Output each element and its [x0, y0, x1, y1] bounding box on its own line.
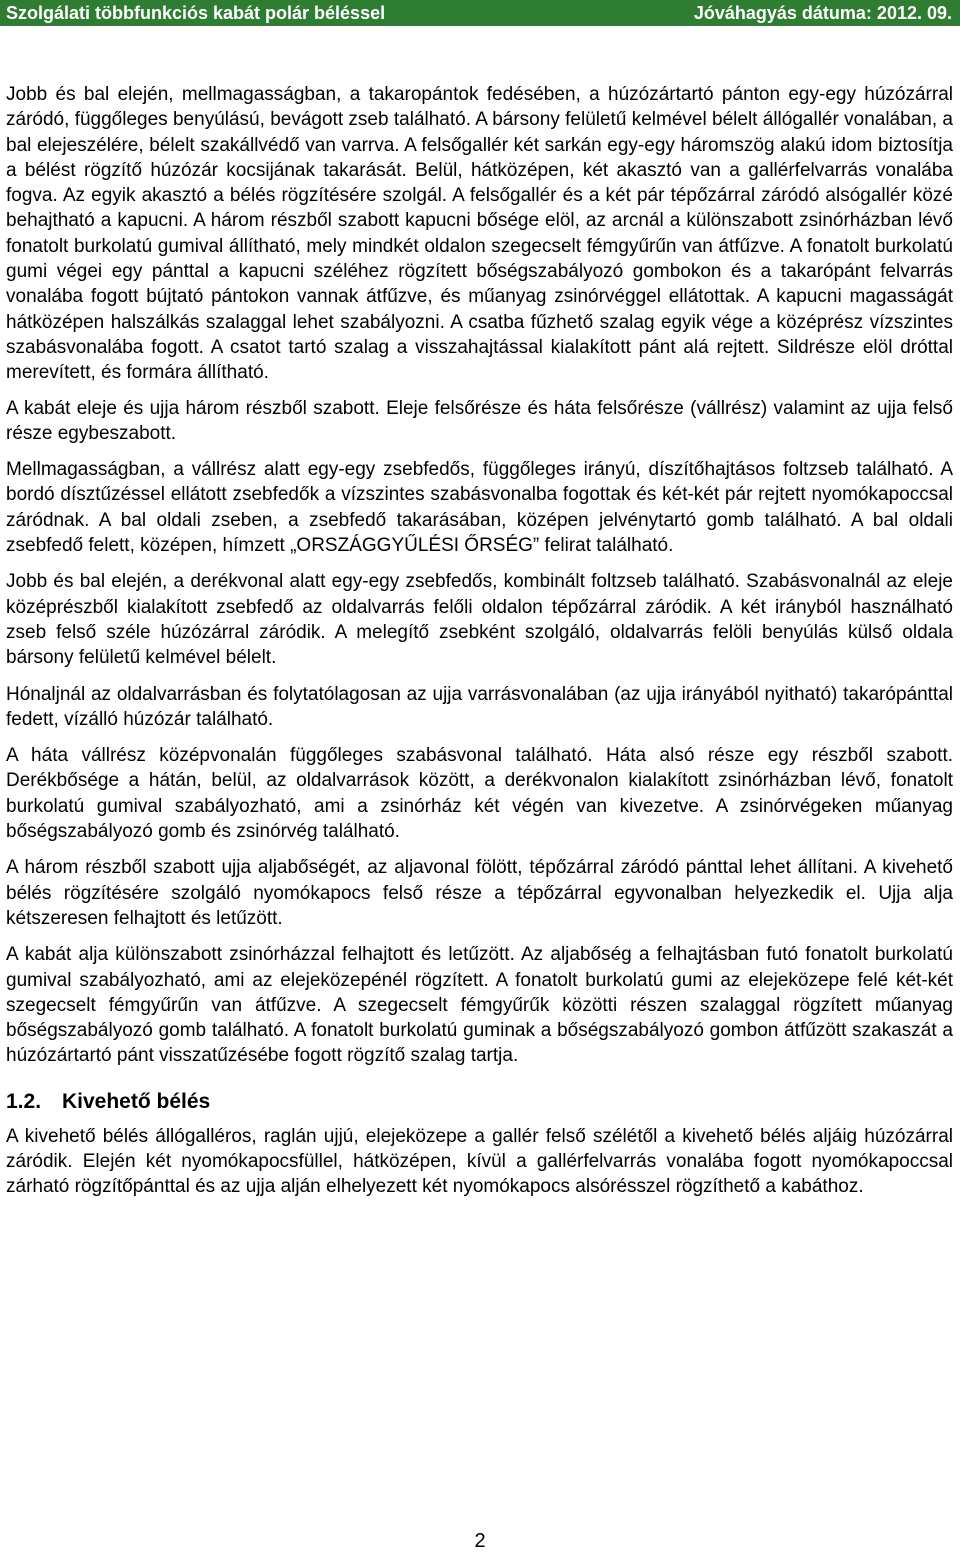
document-title: Szolgálati többfunkciós kabát polár béléssel: [6, 3, 386, 23]
section-number: 1.2.: [6, 1089, 42, 1113]
paragraph-back: A háta vállrész középvonalán függőleges szabásvonal található. Háta alsó része egy részből szabott. Derékbősége a hátán, belül, az oldalvarrások között, a derékvonalon kialakított zsinórházban lévő, fonatolt burkolatú gumival szabályozható, ami a zsinórház két végén van kivezetve. A zsinórvégeken műanyag bőségszabályozó gomb és zsinórvég található.: [6, 745, 953, 843]
paragraph-front-sleeve: A kabát eleje és ujja három részből szabott. Eleje felsőrésze és háta felsőrésze (vállrész) valamint az ujja felső része egybeszabott.: [6, 397, 953, 444]
paragraph-sleeve-hem: A három részből szabott ujja aljabőségét, az aljavonal fölött, tépőzárral záródó pánttal lehet állítani. A kivehető bélés rögzítésére szolgáló nyomókapocs felső része a tépőzárral egyvonalban helyezkedik el. Ujja alja kétszeresen felhajtott és letűzött.: [6, 857, 953, 929]
approval-date: Jóváhagyás dátuma: 2012. 09.: [693, 3, 952, 23]
page-number: 2: [474, 1530, 486, 1552]
paragraph-coat-hem: A kabát alja különszabott zsinórházzal felhajtott és letűzött. Az aljabőség a felhajtásban futó fonatolt burkolatú gumival szabályozható, ami az elejeközepénél rögzített. A fonatolt burkolatú gumi az elejeközepe felé két-két szegecselt fémgyűrűn van átfűzve. A szegecselt fémgyűrűk közötti részen szalaggal rögzített műanyag bőségszabályozó gomb található. A fonatolt burkolatú guminak a bőségszabályozó gombon átfűzött szakaszát a húzózártartó pánt visszatűzésébe fogott rögzítő szalag tartja.: [6, 944, 953, 1067]
document-header: [0, 0, 960, 26]
paragraph-underarm-zipper: Hónaljnál az oldalvarrásban és folytatólagosan az ujja varrásvonalában (az ujja irányából nyitható) takarópánttal fedett, vízálló húzózár található.: [6, 683, 953, 730]
paragraph-collar-pockets: Jobb és bal elején, mellmagasságban, a takaropántok fedésében, a húzózártartó pánton egy-egy húzózárral záródó, függőleges benyúlású, bevágott zseb található. A bársony felületű kelmével bélelt állógallér vonalában, a bal elejeszélére, bélelt szakállvédő van varrva. A felsőgallér két sarkán egy-egy háromszög alakú idom biztosítja a bélést rögzítő húzózár kocsijának takarását. Belül, hátközépen, két akasztó van a gallérfelvarrás vonalába fogva. Az egyik akasztó a bélés rögzítésére szolgál. A felsőgallér és a két pár tépőzárral záródó alsógallér közé behajtható a kapucni. A három részből szabott kapucni bősége elöl, az arcnál a különszabott zsinórházban lévő fonatolt burkolatú gumival állítható, mely mindkét oldalon szegecselt fémgyűrűn van átfűzve. A fonatolt burkolatú gumi végei egy pánttal a kapucni széléhez rögzített bőségszabályozó gombokon és a takarópánt felvarrás vonalába fogott bújtató pántokon vannak átfűzve, és műanyag zsinórvéggel ellátottak. A kapucni magasságát hátközépen halszálkás szalaggal lehet szabályozni. A csatba fűzhető szalag egyik vége a középrész vízszintes szabásvonalába fogott. A csatot tartó szalag a visszahajtással kialakított pánt alá rejtett. Sildrésze elöl dróttal merevített, és formára állítható.: [6, 84, 953, 384]
paragraph-chest-pockets: Mellmagasságban, a vállrész alatt egy-egy zsebfedős, függőleges irányú, díszítőhajtásos foltzseb található. A bordó dísztűzéssel ellátott zsebfedők a vízszintes szabásvonalba fogottak és két-két pár rejtett nyomókapoccsal záródnak. A bal oldali zseben, a zsebfedő takarásában, középen jelvénytartó gomb található. A bal oldali zsebfedő felett, középen, hímzett „ORSZÁGGYŰLÉSI ŐRSÉG” felirat található.: [6, 459, 953, 557]
section-title: Kivehető bélés: [62, 1089, 211, 1113]
document-body: [6, 82, 953, 1211]
section-heading: [6, 1088, 953, 1116]
paragraph-removable-lining: A kivehető bélés állógalléros, raglán ujjú, elejeközepe a gallér felső szélétől a kivehető bélés aljáig húzózárral záródik. Elején két nyomókapocsfüllel, hátközépen, kívül a gallérfelvarrás vonalába fogott nyomókapoccsal zárható rögzítőpánttal és az ujja alján elhelyezett két nyomókapocs alsórésszel rögzíthető a kabáthoz.: [6, 1125, 953, 1198]
paragraph-waist-pockets: Jobb és bal elején, a derékvonal alatt egy-egy zsebfedős, kombinált foltzseb található. Szabásvonalnál az eleje középrészből kialakított zsebfedő az oldalvarrás felőli oldalon tépőzárral záródik. A két irányból használható zseb felső széle húzózárral záródik. A melegítő zsebként szolgáló, oldalvarrás felöli benyúlás külső oldala bársony felületű kelmével bélelt.: [6, 571, 953, 669]
